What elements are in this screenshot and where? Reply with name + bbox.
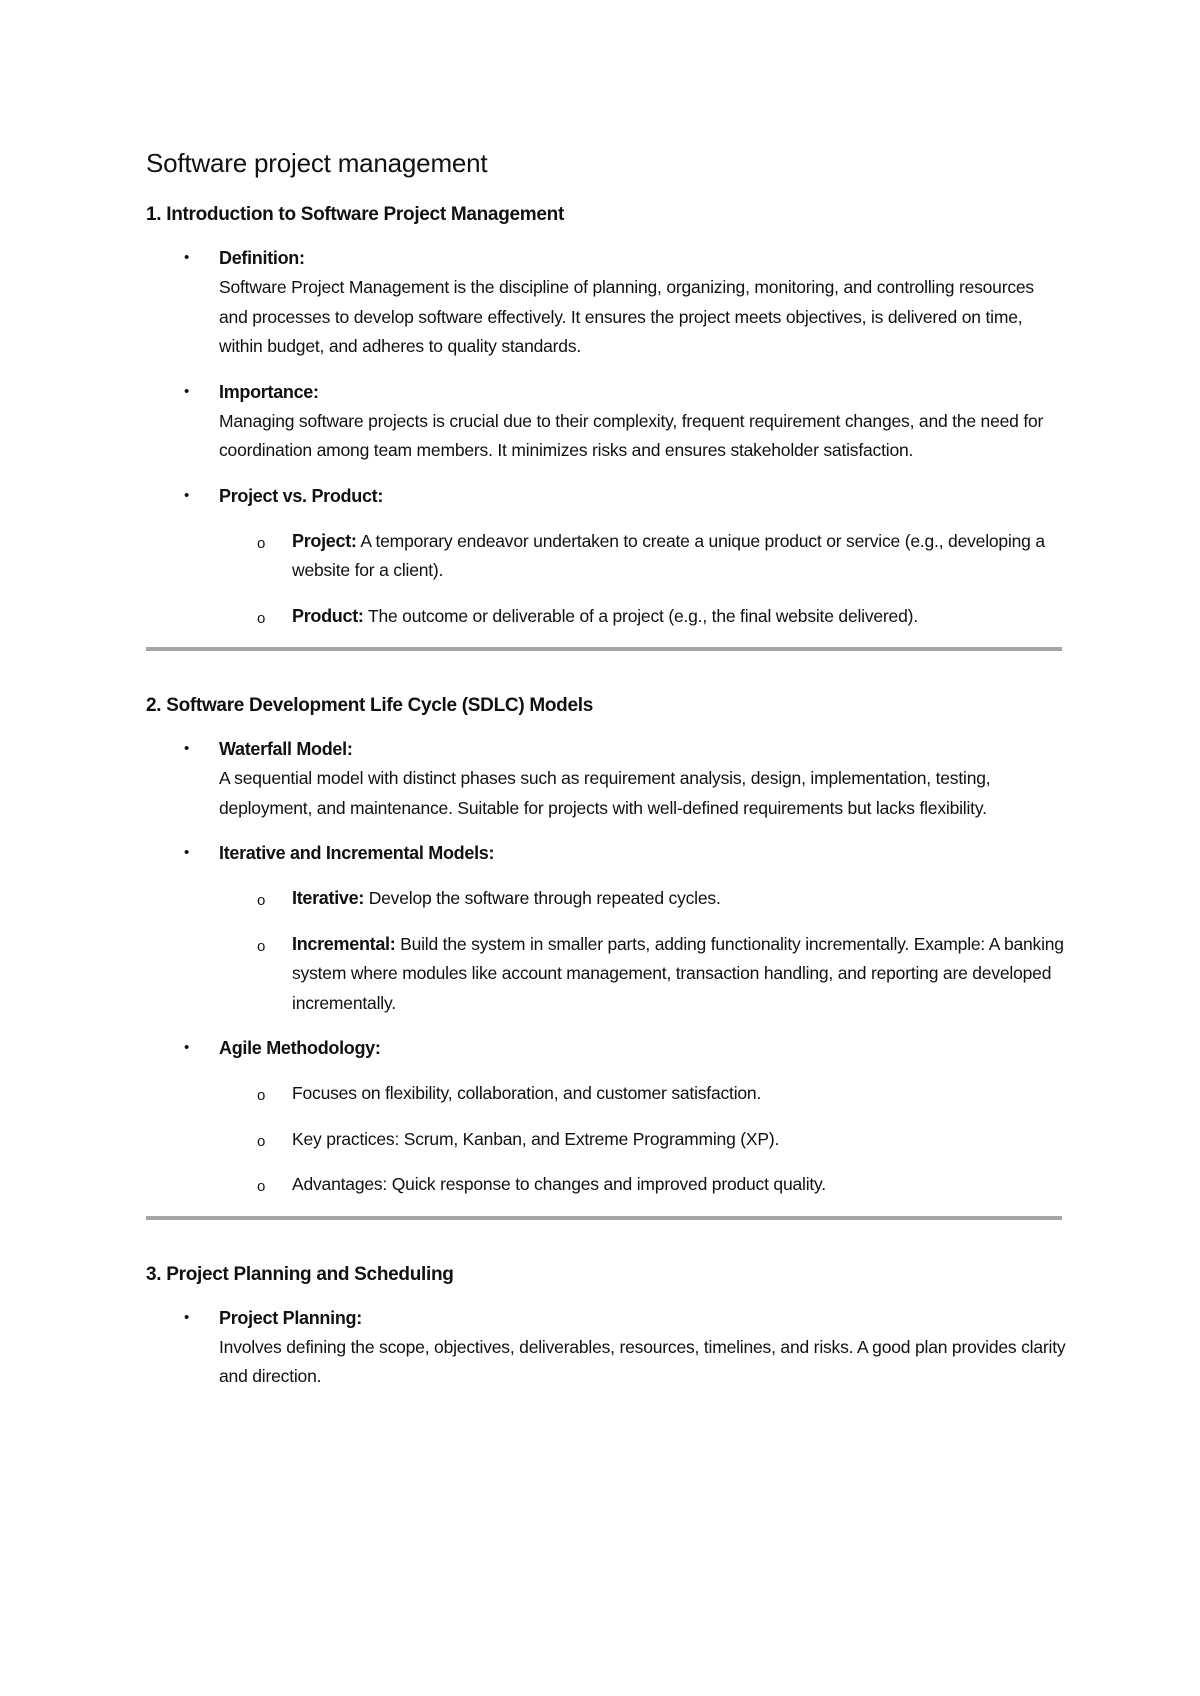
sub-item-text: A temporary endeavor undertaken to create a unique product or service (e.g., developing a website for a client). <box>292 530 1045 580</box>
sub-item-text: Develop the software through repeated cycles. <box>364 888 721 908</box>
circle-bullet-icon: o <box>257 1132 266 1150</box>
list-item <box>146 1034 1066 1200</box>
sub-list <box>219 1079 1066 1200</box>
section-heading: 3. Project Planning and Scheduling <box>146 1263 454 1285</box>
item-body: Managing software projects is crucial due to their complexity, frequent requirement changes, and the need for coordination among team members. It minimizes risks and ensures stakeholder satisfaction. <box>219 410 1044 460</box>
item-title: Definition: <box>219 248 305 268</box>
sub-item-title: Project: <box>292 530 357 551</box>
list-item <box>146 244 1066 362</box>
circle-bullet-icon: o <box>257 892 266 909</box>
bullet-icon: • <box>184 844 190 861</box>
item-title: Project Planning: <box>219 1307 362 1328</box>
item-title: Waterfall Model: <box>219 739 353 759</box>
circle-bullet-icon: o <box>257 1087 266 1104</box>
bullet-icon: • <box>184 382 190 400</box>
section-sdlc-models <box>146 693 1066 1200</box>
bullet-icon: • <box>184 249 190 266</box>
bullet-list <box>146 1304 1066 1392</box>
item-title: Project vs. Product: <box>219 485 384 506</box>
circle-bullet-icon: o <box>257 609 266 627</box>
circle-bullet-icon: o <box>257 1178 266 1195</box>
sub-list-item <box>219 1125 1066 1155</box>
sub-list-item <box>219 1079 1066 1109</box>
item-title: Iterative and Incremental Models: <box>219 843 495 863</box>
sub-list-item <box>219 602 1066 632</box>
circle-bullet-icon: o <box>257 534 266 552</box>
sub-item-title: Product: <box>292 605 364 626</box>
item-body: Involves defining the scope, objectives, deliverables, resources, timelines, and risks. A good plan provides clarity and direction. <box>219 1336 1066 1386</box>
section-heading: 2. Software Development Life Cycle (SDLC) Models <box>146 695 593 716</box>
sub-item-text: The outcome or deliverable of a project (e.g., the final website delivered). <box>363 605 918 626</box>
sub-list <box>219 527 1066 632</box>
document-title: Software project management <box>146 148 488 178</box>
list-item <box>146 839 1066 1018</box>
bullet-icon: • <box>184 486 190 504</box>
sub-list-item <box>219 884 1066 914</box>
sub-item-text: Key practices: Scrum, Kanban, and Extreme Programming (XP). <box>292 1128 780 1149</box>
list-item <box>146 482 1066 632</box>
sub-item-title: Iterative: <box>292 888 365 908</box>
horizontal-rule <box>146 1216 1062 1220</box>
bullet-icon: • <box>184 740 190 757</box>
bullet-list <box>146 244 1066 631</box>
sub-list-item <box>219 527 1066 586</box>
sub-item-text: Build the system in smaller parts, adding functionality incrementally. Example: A banking system where modules like account management, transaction handling, and reporting are developed incrementally. <box>292 933 1064 1013</box>
item-body: Software Project Management is the discipline of planning, organizing, monitoring, and controlling resources and processes to develop software effectively. It ensures the project meets objectives, is delivered on time, within budget, and adheres to quality standards. <box>219 277 1034 356</box>
bullet-list <box>146 735 1066 1200</box>
bullet-icon: • <box>184 1308 190 1326</box>
section-introduction <box>146 202 1066 631</box>
item-title: Agile Methodology: <box>219 1038 381 1058</box>
document-page <box>146 146 1066 1408</box>
list-item <box>146 735 1066 823</box>
list-item <box>146 378 1066 466</box>
item-title: Importance: <box>219 381 319 402</box>
sub-item-text: Focuses on flexibility, collaboration, and customer satisfaction. <box>292 1083 762 1103</box>
horizontal-rule <box>146 647 1062 651</box>
bullet-icon: • <box>184 1039 190 1056</box>
sub-item-text: Advantages: Quick response to changes and improved product quality. <box>292 1174 826 1194</box>
section-heading: 1. Introduction to Software Project Management <box>146 204 564 225</box>
circle-bullet-icon: o <box>257 937 266 955</box>
sub-list-item <box>219 1170 1066 1200</box>
item-body: A sequential model with distinct phases such as requirement analysis, design, implementation, testing, deployment, and maintenance. Suitable for projects with well-defined requirements but lacks flexibility. <box>219 768 991 818</box>
sub-list-item <box>219 930 1066 1019</box>
sub-item-title: Incremental: <box>292 933 396 954</box>
section-planning-scheduling <box>146 1262 1066 1392</box>
list-item <box>146 1304 1066 1392</box>
sub-list <box>219 884 1066 1018</box>
